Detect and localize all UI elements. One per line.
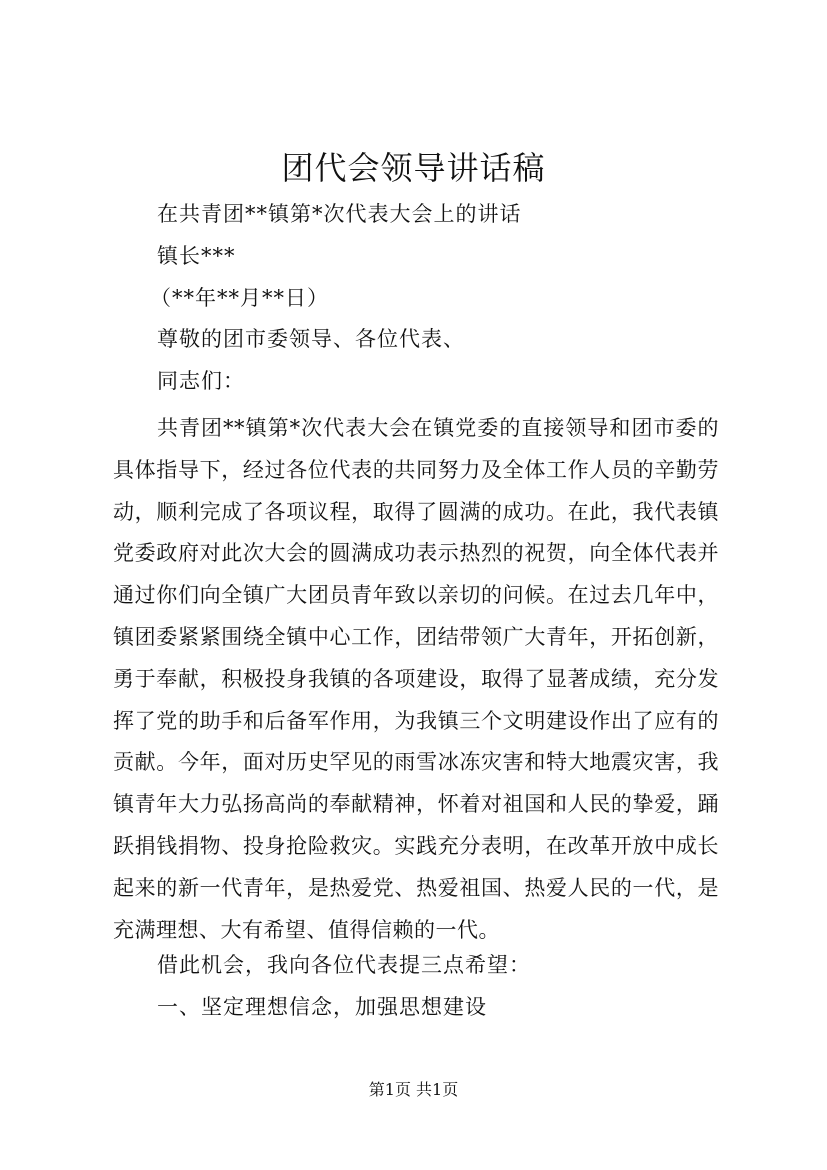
page-footer: 第1页 共1页 [368,1080,459,1099]
speech-subtitle: 在共青团**镇第*次代表大会上的讲话 [157,202,522,226]
transition-line: 借此机会，我向各位代表提三点希望： [157,953,531,977]
salutation-line-2: 同志们： [157,369,245,393]
section-heading: 一、坚定理想信念，加强思想建设 [157,995,487,1019]
speaker-line: 镇长*** [157,244,236,268]
salutation-line-1: 尊敬的团市委领导、各位代表、 [157,327,465,351]
body-paragraph: 共青团**镇第*次代表大会在镇党委的直接领导和团市委的具体指导下，经过各位代表的共同努力及全体工作人员的辛勤劳动，顺利完成了各项议程，取得了圆满的成功。在此，我代表镇党委政府对此次大会的圆满成功表示热烈的祝贺，向全体代表并通过你们向全镇广大团员青年致以亲切的问候。在过去几年中，镇团委紧紧围绕全镇中心工作，团结带领广大青年，开拓创新，勇于奉献，积极投身我镇的各项建设，取得了显著成绩，充分发挥了党的助手和后备军作用，为我镇三个文明建设作出了应有的贡献。今年，面对历史罕见的雨雪冰冻灾害和特大地震灾害，我镇青年大力弘扬高尚的奉献精神，怀着对祖国和人民的挚爱，踊跃捐钱捐物、投身抢险救灾。实践充分表明，在改革开放中成长起来的新一代青年，是热爱党、热爱祖国、热爱人民的一代，是充满理想、大有希望、值得信赖的一代。 [113,416,719,942]
document-title: 团代会领导讲话稿 [281,149,546,187]
date-line: （**年**月**日） [150,286,329,310]
